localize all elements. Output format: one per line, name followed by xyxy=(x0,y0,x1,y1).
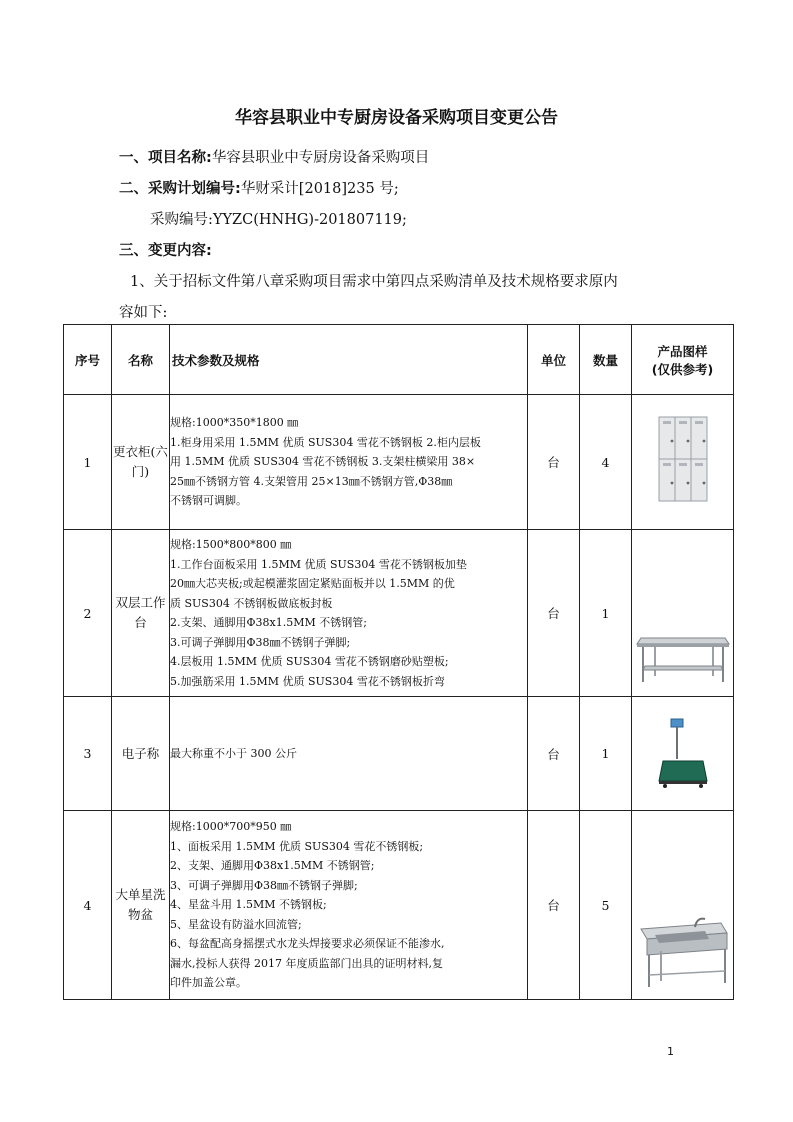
spec-line: 漏水,投标人获得 2017 年度质监部门出具的证明材料,复 xyxy=(170,956,443,970)
row-name: 电子称 xyxy=(112,697,170,811)
row-image xyxy=(632,530,734,697)
row-name: 双层工作台 xyxy=(112,530,170,697)
procurement-spec-table xyxy=(63,324,734,1000)
row-name: 更衣柜(六门) xyxy=(112,395,170,530)
page-number: 1 xyxy=(667,1045,674,1058)
header-image-line2: (仅供参考) xyxy=(651,361,714,377)
row-unit: 台 xyxy=(528,530,580,697)
header-image-line1: 产品图样 xyxy=(657,343,708,359)
spec-line: 6、每盆配高身摇摆式水龙头焊接要求必须保证不能渗水, xyxy=(170,937,445,951)
spec-line: 5、星盆设有防溢水回流管; xyxy=(170,917,302,931)
row-qty: 1 xyxy=(580,697,632,811)
change-text-line1: 1、关于招标文件第八章采购项目需求中第四点采购清单及技术规格要求原内 xyxy=(130,274,618,290)
row-image xyxy=(632,811,734,1000)
header-unit: 单位 xyxy=(528,325,580,395)
spec-line: 质 SUS304 不锈钢板做底板封板 xyxy=(170,596,333,610)
header-qty: 数量 xyxy=(580,325,632,395)
project-name-label: 一、项目名称: xyxy=(119,150,212,166)
header-no: 序号 xyxy=(64,325,112,395)
plan-no-value: 华财采计[2018]235 号; xyxy=(240,181,399,197)
spec-line: 规格:1000*700*950 ㎜ xyxy=(170,820,292,834)
header-image xyxy=(632,325,734,395)
spec-line: 规格:1500*800*800 ㎜ xyxy=(170,538,292,551)
spec-line: 3、可调子弹脚用Φ38㎜不锈钢子弹脚; xyxy=(170,878,358,892)
spec-line: 1.柜身用采用 1.5MM 优质 SUS304 雪花不锈钢板 2.柜内层板 xyxy=(170,435,481,449)
change-label xyxy=(119,239,212,260)
locker-cabinet-icon xyxy=(657,415,709,505)
header-name: 名称 xyxy=(112,325,170,395)
change-label-text: 三、变更内容: xyxy=(119,243,212,259)
electronic-scale-icon xyxy=(657,715,709,789)
spec-line: 4、星盆斗用 1.5MM 不锈钢板; xyxy=(170,898,327,912)
row-spec xyxy=(170,697,528,811)
change-text-line2: 容如下: xyxy=(119,305,168,321)
row-unit: 台 xyxy=(528,697,580,811)
row-qty: 1 xyxy=(580,530,632,697)
spec-line: 3.可调子弹脚用Φ38㎜不锈钢子弹脚; xyxy=(170,635,351,649)
row-spec xyxy=(170,811,528,1000)
table-header-row xyxy=(64,325,734,395)
work-table-icon xyxy=(635,626,731,686)
row-name: 大单星洗物盆 xyxy=(112,811,170,1000)
spec-line: 最大称重不小于 300 公斤 xyxy=(170,746,297,760)
header-spec: 技术参数及规格 xyxy=(170,325,528,395)
spec-line: 用 1.5MM 优质 SUS304 雪花不锈钢板 3.支架柱横梁用 38× xyxy=(170,455,476,469)
table-row xyxy=(64,811,734,1000)
table-row xyxy=(64,395,734,530)
spec-line: 20㎜大芯夹板;或起模灌浆固定紧贴面板并以 1.5MM 的优 xyxy=(170,577,455,590)
project-name-line xyxy=(119,146,429,167)
row-unit: 台 xyxy=(528,811,580,1000)
spec-line: 2.支架、通脚用Φ38x1.5MM 不锈钢管; xyxy=(170,616,367,629)
row-qty: 4 xyxy=(580,395,632,530)
table-row xyxy=(64,697,734,811)
row-no: 3 xyxy=(64,697,112,811)
project-name-value: 华容县职业中专厨房设备采购项目 xyxy=(211,150,430,166)
spec-line: 4.层板用 1.5MM 优质 SUS304 雪花不锈钢磨砂贴塑板; xyxy=(170,655,449,668)
spec-line: 规格:1000*350*1800 ㎜ xyxy=(170,416,299,430)
sink-icon xyxy=(635,911,731,991)
spec-line: 印件加盖公章。 xyxy=(170,976,247,990)
plan-no-label: 二、采购计划编号: xyxy=(119,181,241,197)
row-unit: 台 xyxy=(528,395,580,530)
row-qty: 5 xyxy=(580,811,632,1000)
plan-no-line xyxy=(119,177,399,198)
spec-line: 5.加强筋采用 1.5MM 优质 SUS304 雪花不锈钢板折弯 xyxy=(170,674,445,688)
procurement-no: 采购编号:YYZC(HNHG)-201807119; xyxy=(150,212,407,228)
row-spec xyxy=(170,395,528,530)
spec-line: 2、支架、通脚用Φ38x1.5MM 不锈钢管; xyxy=(170,859,375,873)
row-no: 1 xyxy=(64,395,112,530)
row-no: 2 xyxy=(64,530,112,697)
spec-line: 25㎜不锈钢方管 4.支架管用 25×13㎜不锈钢方管,Φ38㎜ xyxy=(170,474,453,488)
row-no: 4 xyxy=(64,811,112,1000)
table-row xyxy=(64,530,734,697)
row-image xyxy=(632,697,734,811)
page-title: 华容县职业中专厨房设备采购项目变更公告 xyxy=(235,108,558,128)
row-image xyxy=(632,395,734,530)
row-spec xyxy=(170,530,528,697)
spec-line: 1、面板采用 1.5MM 优质 SUS304 雪花不锈钢板; xyxy=(170,839,424,853)
spec-line: 1.工作台面板采用 1.5MM 优质 SUS304 雪花不锈钢板加垫 xyxy=(170,557,467,571)
spec-line: 不锈钢可调脚。 xyxy=(170,494,247,508)
